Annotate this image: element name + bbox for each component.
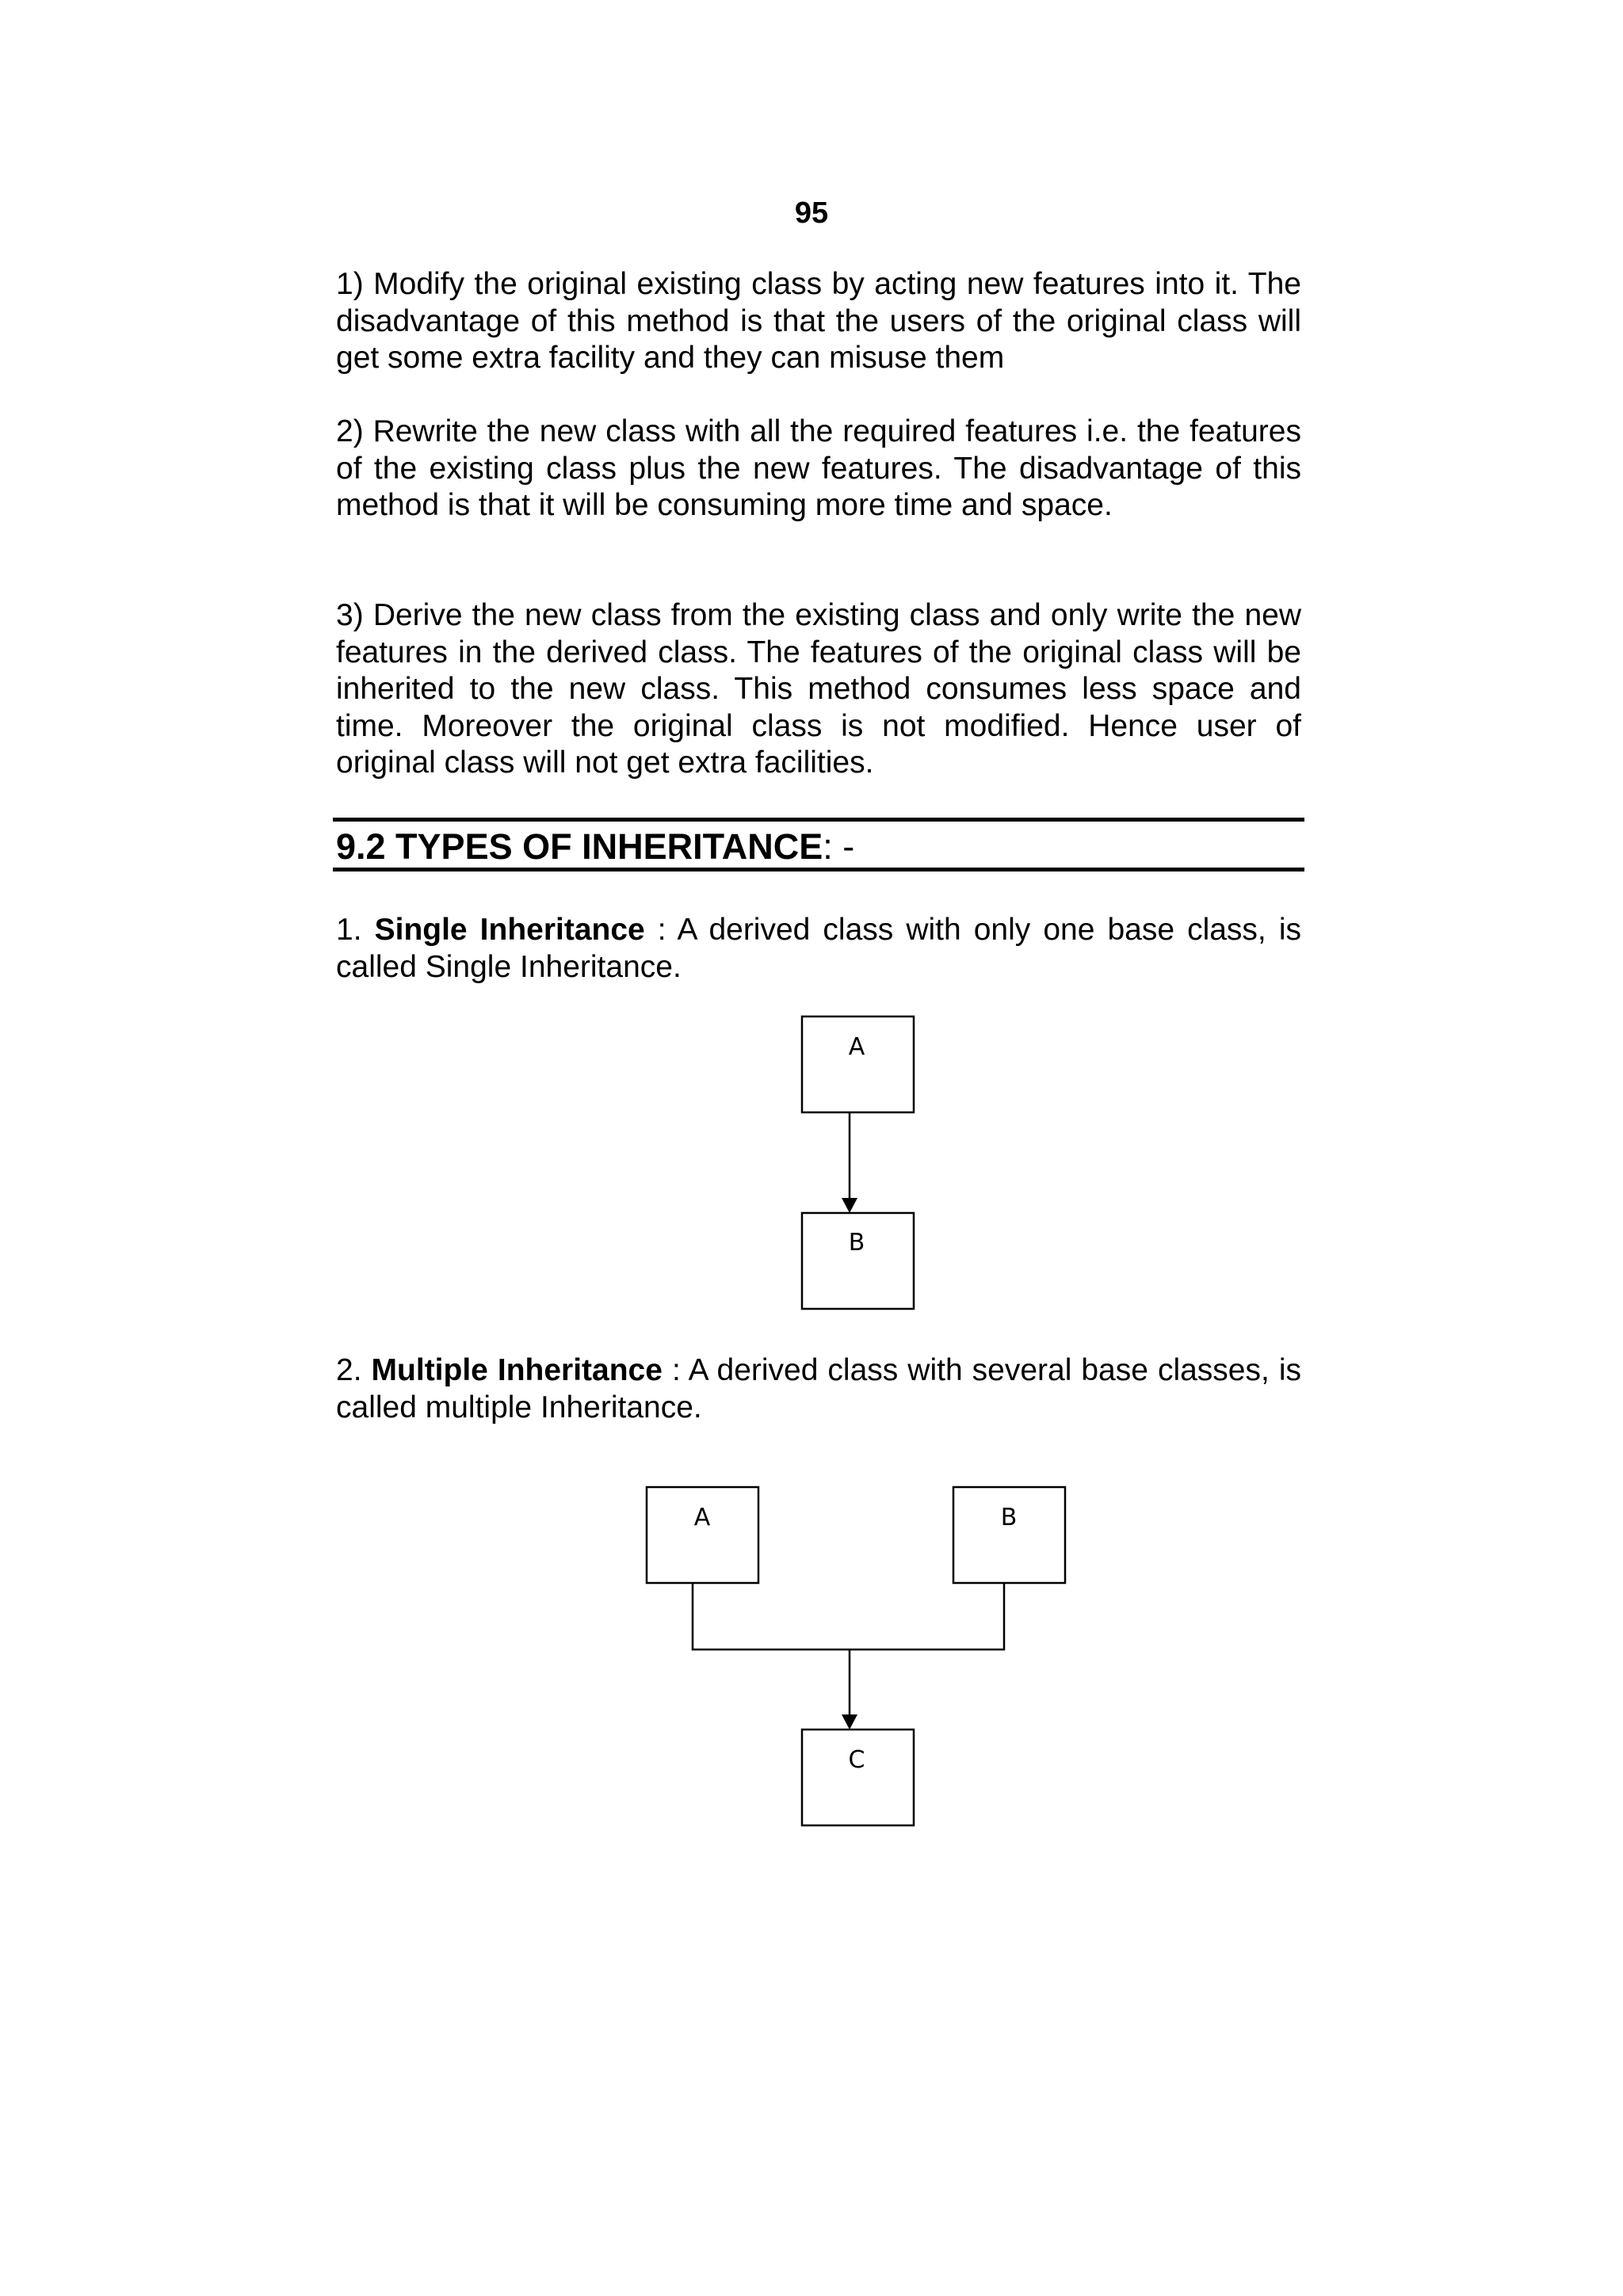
multiple-inheritance-term: Multiple Inheritance	[371, 1353, 663, 1387]
multiple-class-a-label: A	[693, 1504, 711, 1531]
section-title: 9.2 TYPES OF INHERITANCE	[336, 826, 823, 867]
multiple-inheritance-diagram	[647, 1487, 1065, 1825]
multiple-class-b-box	[953, 1487, 1065, 1583]
page-number: 95	[794, 196, 829, 230]
multiple-class-c-label: C	[848, 1746, 865, 1774]
paragraph-option-3: 3) Derive the new class from the existing class and only write the new features in the derived class. The features of the original class will be inherited to the new class. This method consumes less space and time. Moreover the original class is not modified. Hence user of original class will not get extra facilities.	[336, 598, 1301, 780]
single-inheritance-diagram	[802, 1016, 914, 1309]
single-class-b-label: B	[848, 1229, 865, 1257]
multiple-inheritance-text: : A derived class with several base classes, is called multiple Inheritance.	[336, 1353, 1301, 1425]
single-class-b-box	[802, 1213, 914, 1309]
multiple-class-a-box	[647, 1487, 758, 1583]
single-class-a-label: A	[848, 1033, 865, 1061]
multiple-class-b-label: B	[1000, 1504, 1018, 1531]
paragraph-option-1: 1) Modify the original existing class by acting new features into it. The disadvantage of this method is that the users of the original class will get some extra facility and they can misuse them	[336, 267, 1301, 375]
multiple-inheritance-connector	[693, 1583, 1004, 1650]
single-arrowhead	[842, 1198, 857, 1213]
paragraph-option-2: 2) Rewrite the new class with all the required features i.e. the features of the existing class plus the new features. The disadvantage of this method is that it will be consuming more time and space.	[336, 414, 1301, 522]
multiple-arrowhead	[842, 1714, 857, 1730]
single-inheritance-text: : A derived class with only one base class, is called Single Inheritance.	[336, 913, 1301, 984]
multiple-inheritance-number: 2.	[336, 1353, 372, 1387]
single-inheritance-number: 1.	[336, 913, 375, 947]
single-class-a-box	[802, 1016, 914, 1112]
multiple-class-c-box	[802, 1730, 914, 1825]
single-inheritance-term: Single Inheritance	[374, 913, 645, 947]
section-title-suffix: : -	[823, 826, 855, 867]
